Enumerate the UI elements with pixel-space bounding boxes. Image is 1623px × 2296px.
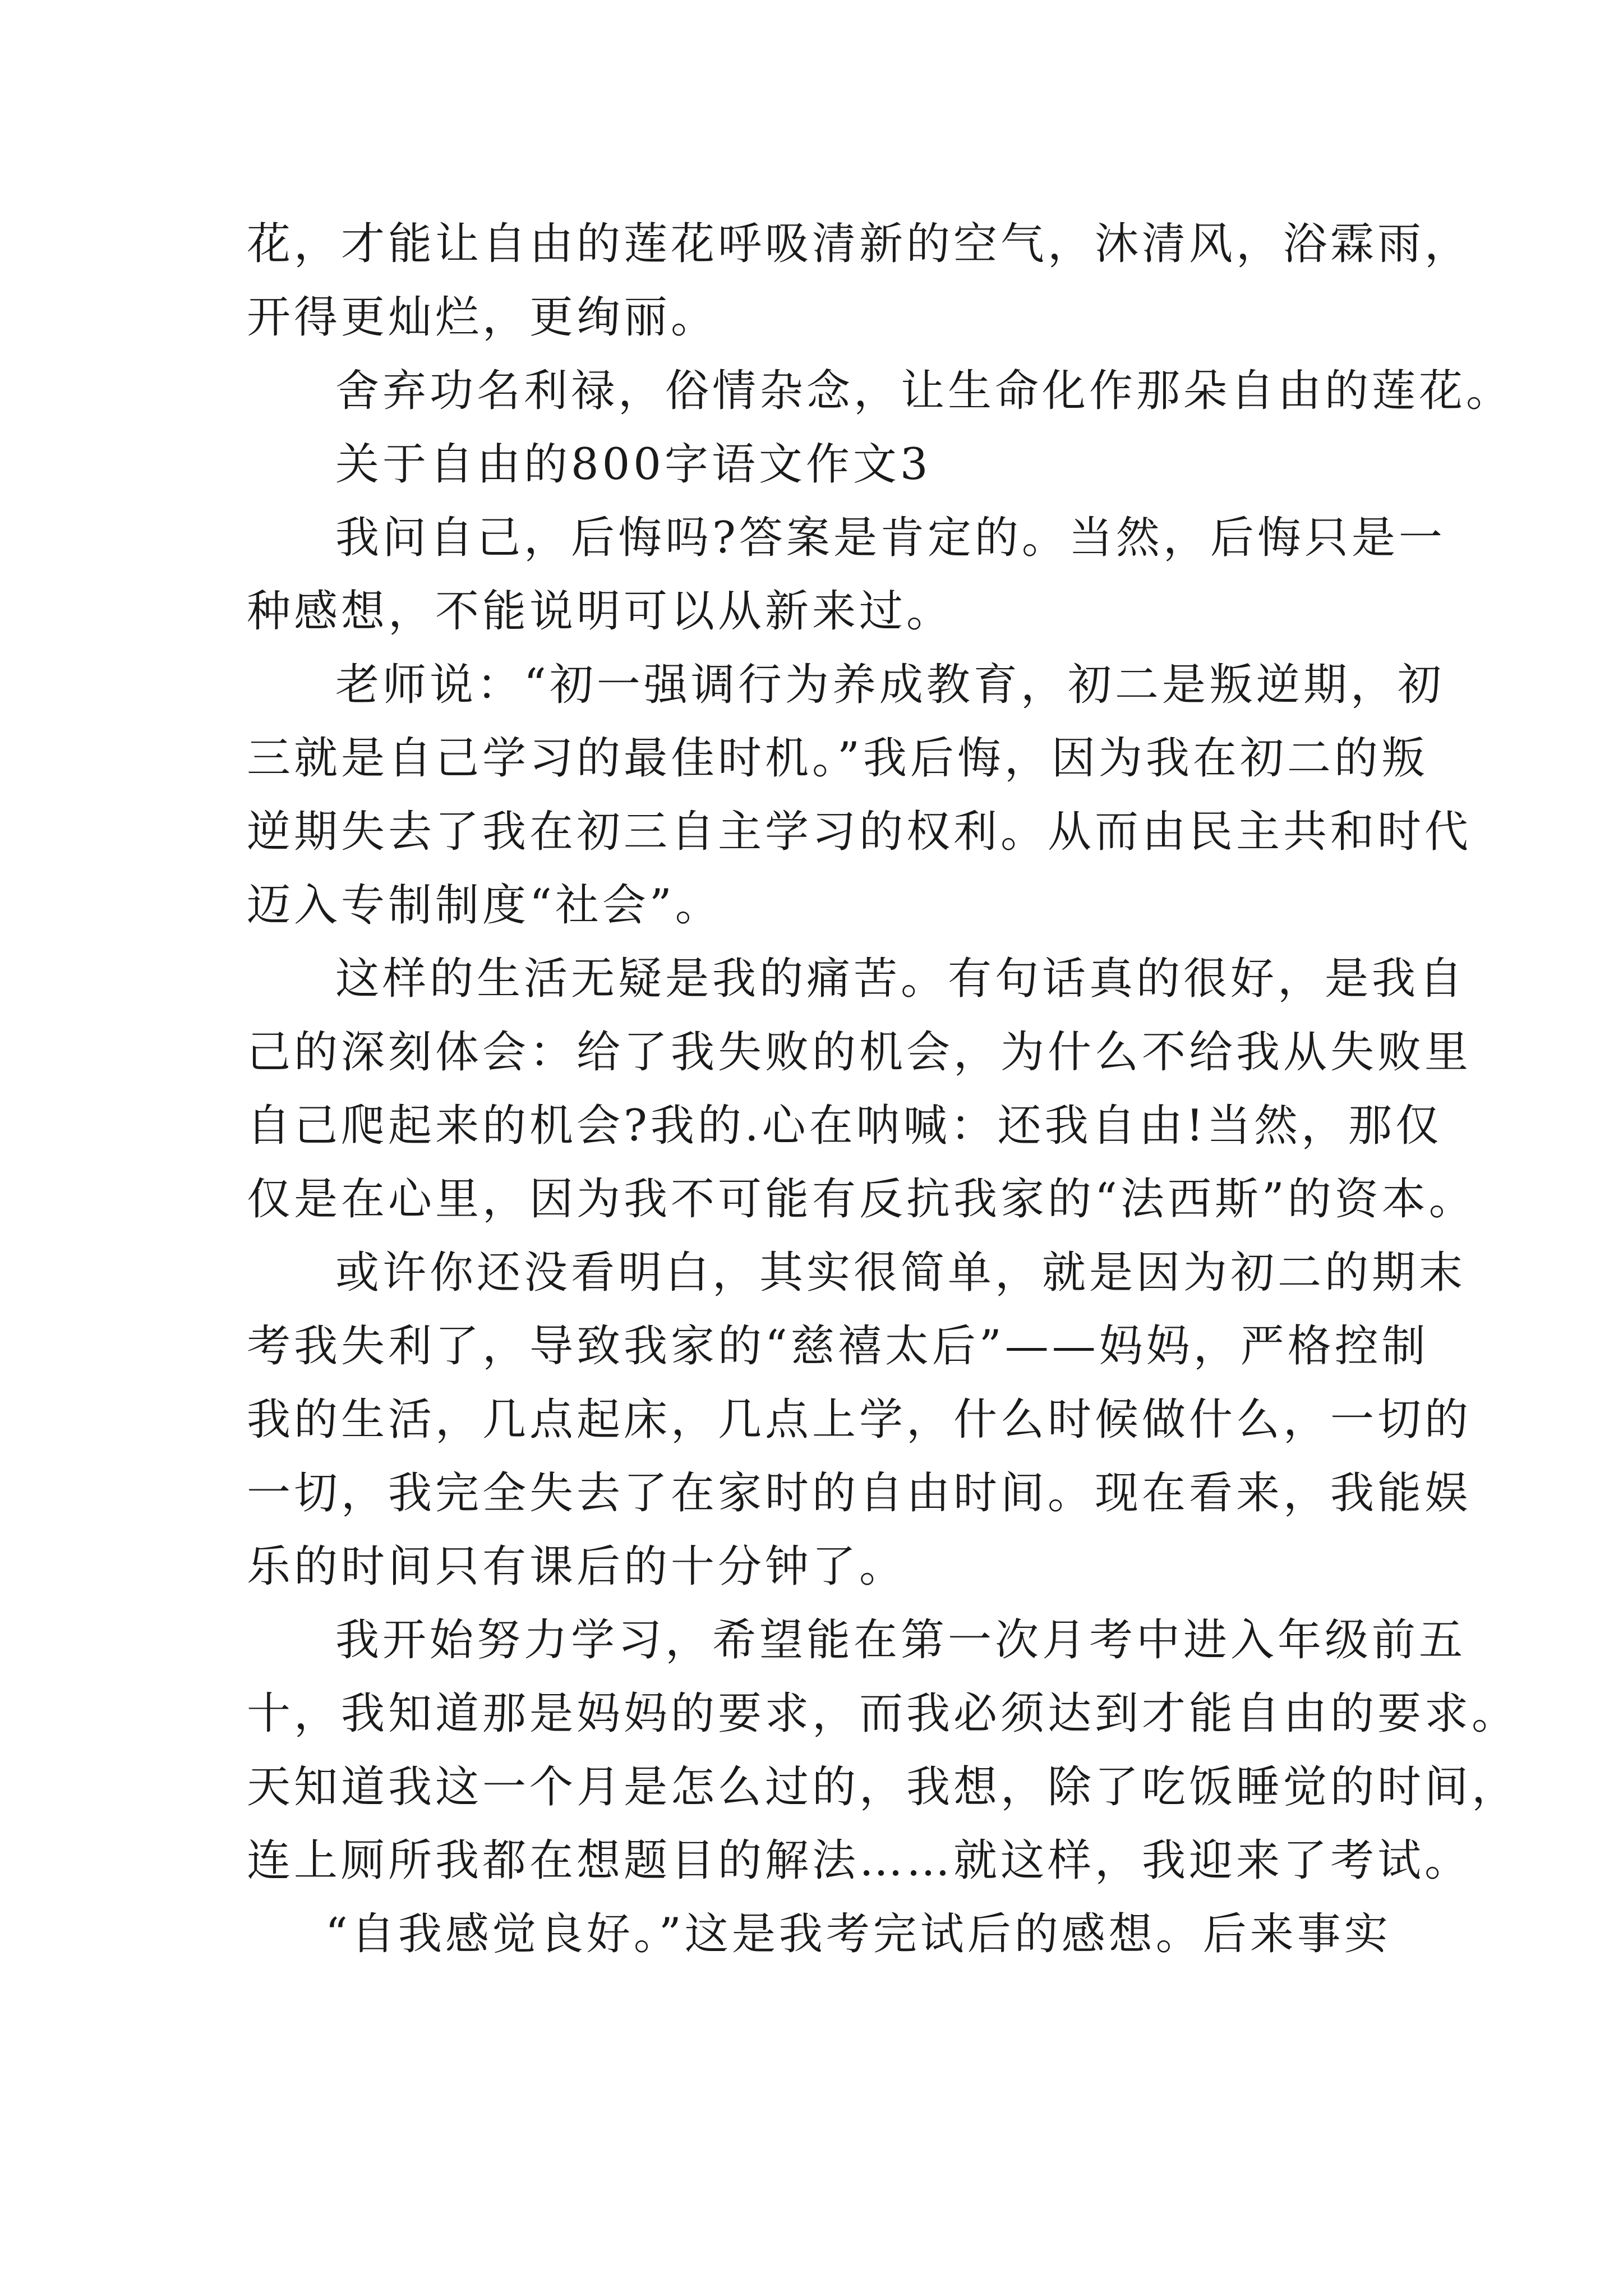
text-line: 逆期失去了我在初三自主学习的权利。从而由民主共和时代 (247, 807, 1472, 857)
text-line: 一切，我完全失去了在家时的自由时间。现在看来，我能娱 (247, 1468, 1472, 1519)
text-line: 这样的生活无疑是我的痛苦。有句话真的很好，是我自 (335, 954, 1467, 1004)
text-line: 我开始努力学习，希望能在第一次月考中进入年级前五 (335, 1615, 1467, 1665)
essay-body (247, 208, 1519, 1971)
text-line: 自己爬起来的机会?我的.心在呐喊：还我自由!当然，那仅 (247, 1101, 1442, 1151)
text-line: 考我失利了，导致我家的“慈禧太后”——妈妈，严格控制 (247, 1321, 1429, 1372)
text-line: 我的生活，几点起床，几点上学，什么时候做什么，一切的 (247, 1395, 1472, 1445)
text-line: 仅是在心里，因为我不可能有反抗我家的“法西斯”的资本。 (247, 1174, 1476, 1225)
text-line: 老师说：“初一强调行为养成教育，初二是叛逆期，初 (335, 660, 1445, 710)
text-line: 连上厕所我都在想题目的解法……就这样，我迎来了考试。 (247, 1835, 1472, 1886)
text-line: 我问自己，后悔吗?答案是肯定的。当然，后悔只是一 (335, 513, 1446, 563)
text-line: 己的深刻体会：给了我失败的机会，为什么不给我从失败里 (247, 1027, 1472, 1078)
text-line: 迈入专制制度“社会”。 (247, 880, 722, 931)
text-line: 花，才能让自由的莲花呼吸清新的空气，沐清风，浴霖雨， (247, 219, 1472, 269)
text-line: 或许你还没看明白，其实很简单，就是因为初二的期末 (335, 1248, 1467, 1298)
text-line: 天知道我这一个月是怎么过的，我想，除了吃饭睡觉的时间， (247, 1762, 1519, 1812)
text-line: 三就是自己学习的最佳时机。”我后悔，因为我在初二的叛 (247, 733, 1428, 784)
text-line: “自我感觉良好。”这是我考完试后的感想。后来事实 (325, 1909, 1391, 1959)
text-line: 十，我知道那是妈妈的要求，而我必须达到才能自由的要求。 (247, 1688, 1519, 1739)
text-line: 舍弃功名利禄，俗情杂念，让生命化作那朵自由的莲花。 (335, 366, 1514, 416)
section-heading: 关于自由的800字语文作文3 (335, 439, 932, 490)
text-line: 种感想，不能说明可以从新来过。 (247, 586, 954, 637)
text-line: 乐的时间只有课后的十分钟了。 (247, 1542, 907, 1592)
text-line: 开得更灿烂，更绚丽。 (247, 292, 718, 343)
